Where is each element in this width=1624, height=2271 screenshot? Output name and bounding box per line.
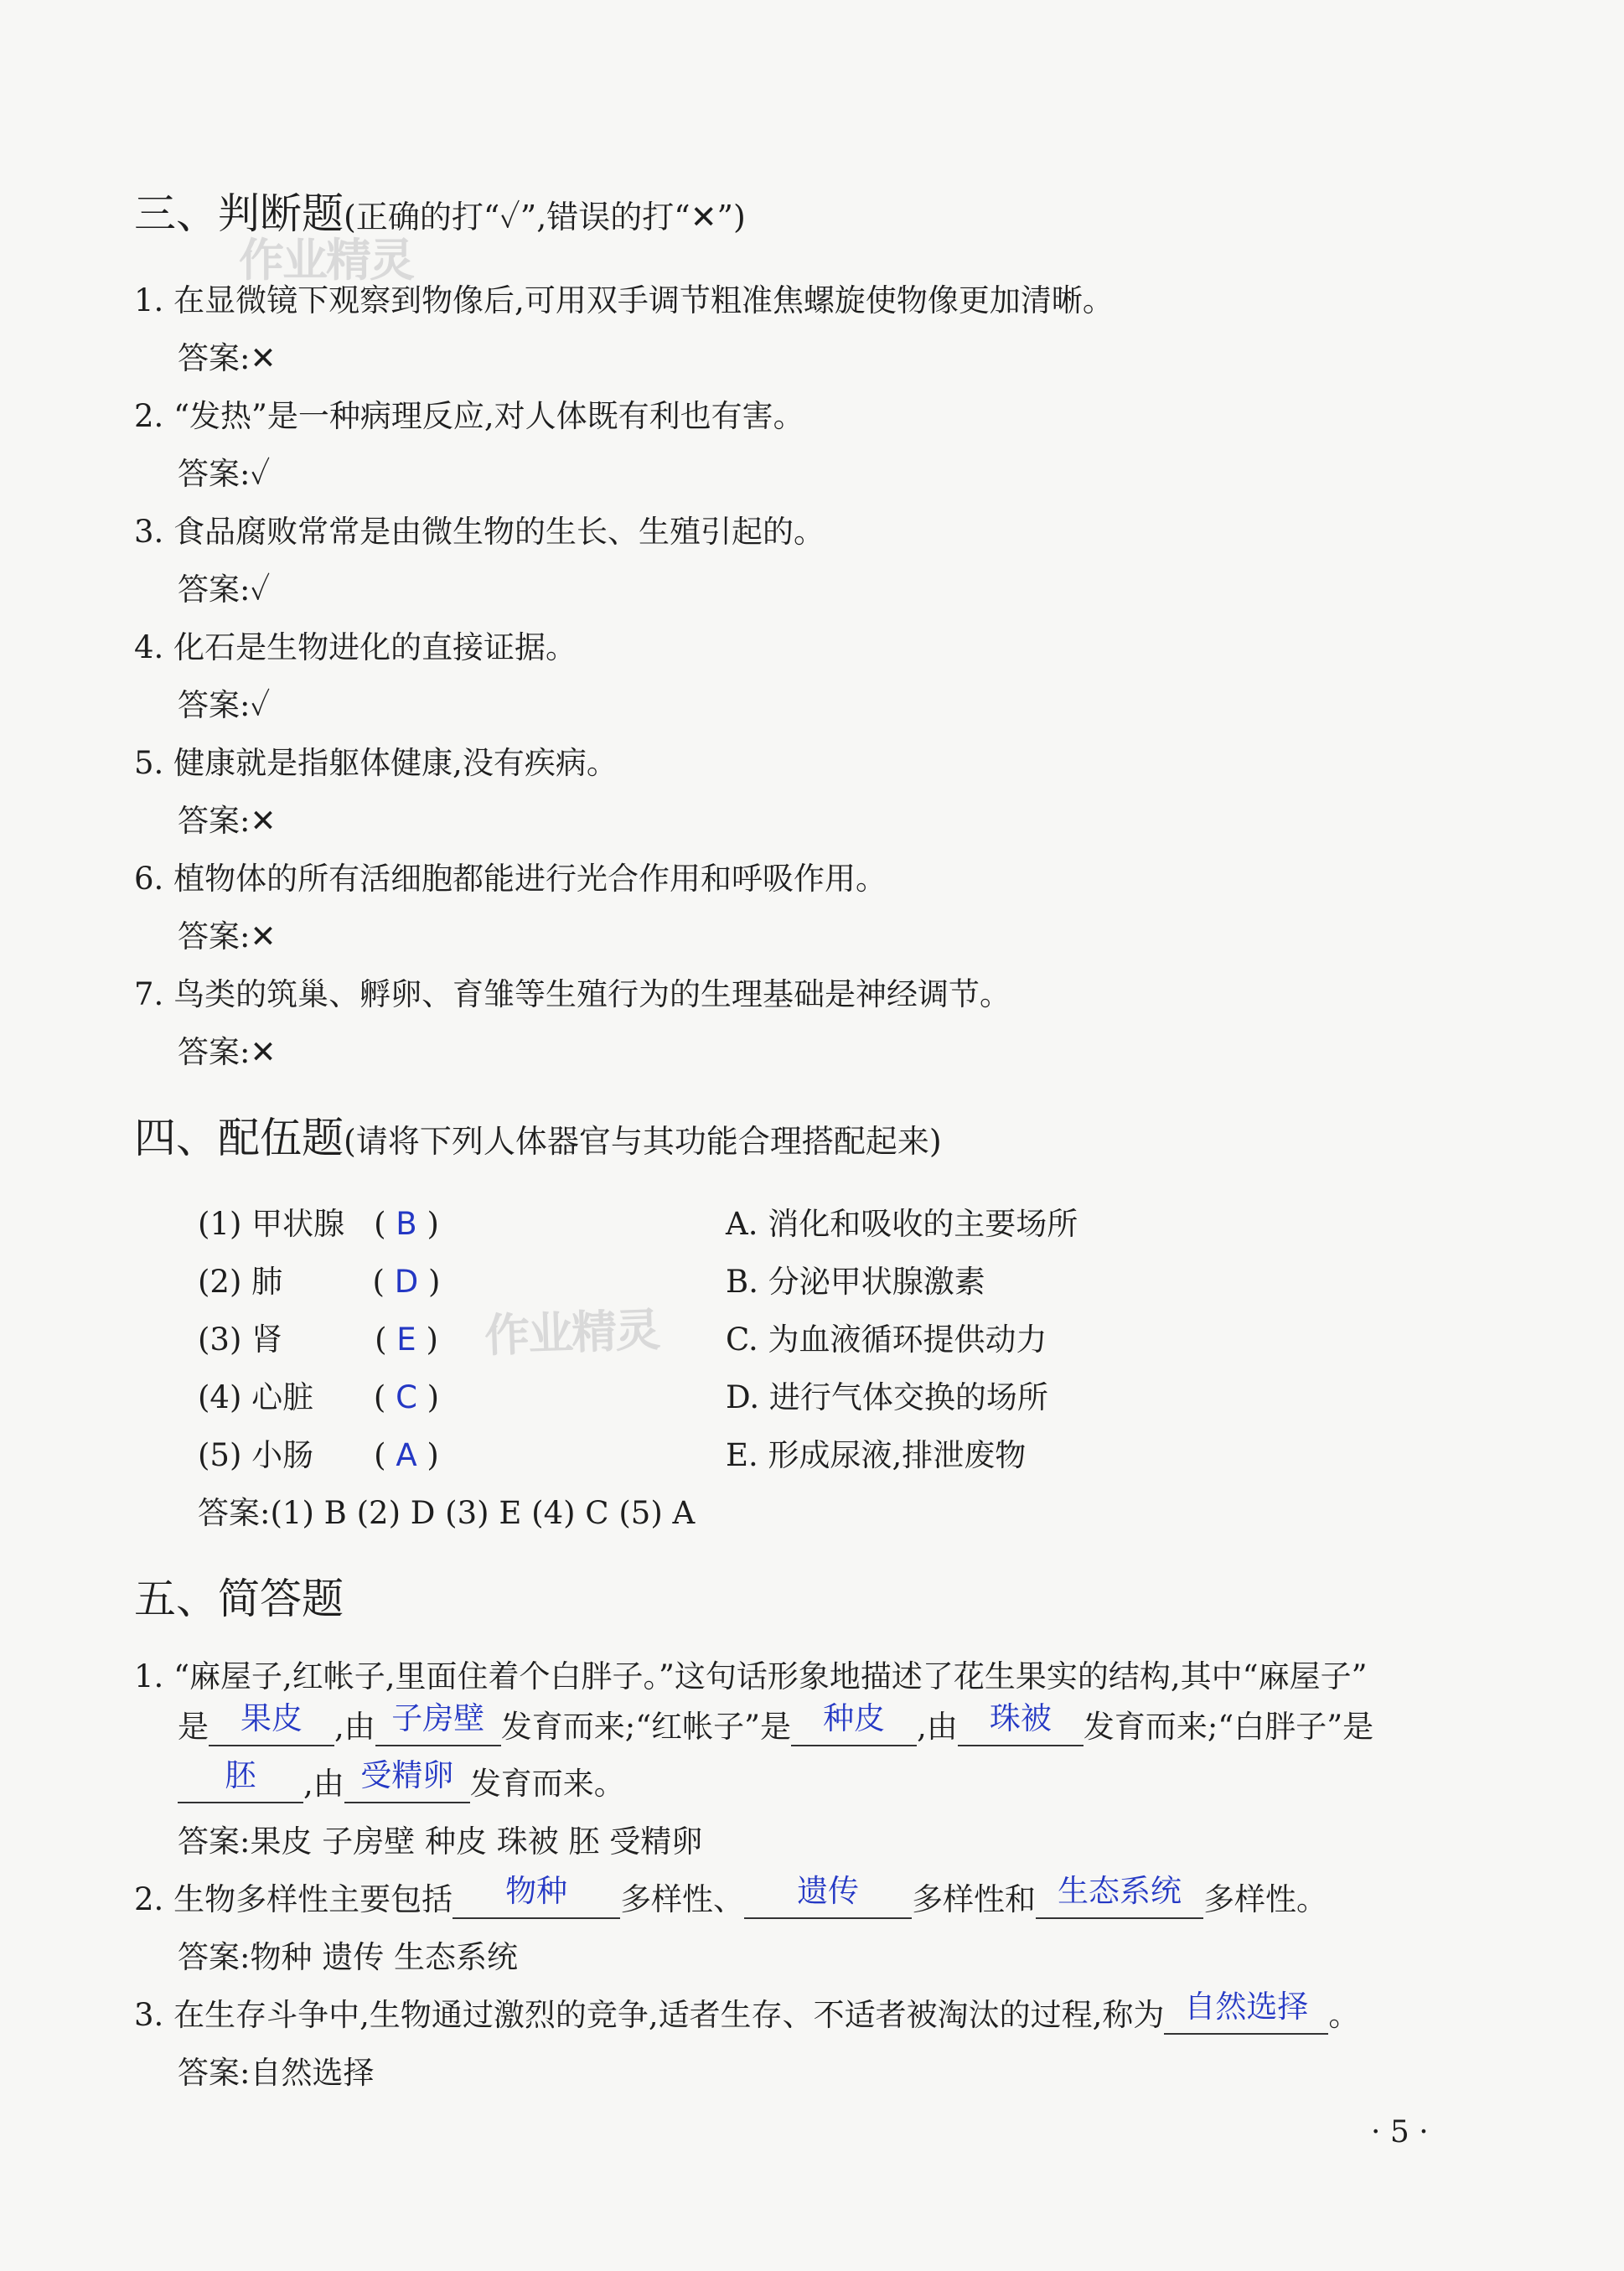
section-3-note: (正确的打“✓”,错误的打“✕”) bbox=[344, 199, 746, 235]
fill-blank bbox=[344, 1757, 470, 1803]
text: 是 bbox=[178, 1709, 209, 1745]
short-answer-1-answer: 答案:果皮 子房壁 种皮 珠被 胚 受精卵 bbox=[178, 1824, 703, 1860]
handwritten-answer: 子房壁 bbox=[391, 1700, 485, 1736]
organ-item-2: (2) 肺 ( D ) bbox=[198, 1256, 451, 1301]
handwritten-answer: B bbox=[396, 1206, 417, 1242]
organ-item-4: (4) 心脏 ( C ) bbox=[198, 1372, 451, 1417]
short-answer-1-line-2 bbox=[178, 1701, 1373, 1746]
text: 发育而来;“红帐子”是 bbox=[500, 1709, 792, 1745]
judgment-answer-2: 答案:✓ bbox=[178, 456, 271, 492]
handwritten-answer: 受精卵 bbox=[360, 1757, 454, 1793]
judgment-question-7: 7. 鸟类的筑巢、孵卵、育雏等生殖行为的生理基础是神经调节。 bbox=[134, 976, 1011, 1012]
section-3-heading bbox=[134, 180, 746, 241]
handwritten-answer: E bbox=[396, 1322, 416, 1358]
fill-blank bbox=[1036, 1873, 1203, 1919]
organ-label: (1) 甲状腺 bbox=[198, 1206, 345, 1242]
section-4-title: 四、配伍题 bbox=[134, 1114, 344, 1162]
organ-label: (2) 肺 bbox=[198, 1264, 283, 1300]
organ-item-5: (5) 小肠 ( A ) bbox=[198, 1430, 451, 1475]
judgment-question-1: 1. 在显微镜下观察到物像后,可用双手调节粗准焦螺旋使物像更加清晰。 bbox=[134, 282, 1114, 318]
organ-item-3: (3) 肾 ( E ) bbox=[198, 1314, 451, 1359]
handwritten-answer: C bbox=[396, 1379, 417, 1415]
text: 发育而来;“白胖子”是 bbox=[1083, 1709, 1374, 1745]
text: 。 bbox=[1328, 1997, 1360, 2033]
section-3-title: 三、判断题 bbox=[134, 189, 344, 238]
fill-blank bbox=[1164, 1989, 1328, 2035]
function-item-d: D. 进行气体交换的场所 bbox=[726, 1379, 1048, 1415]
short-answer-1-line-1: 1. “麻屋子,红帐子,里面住着个白胖子。”这句话形象地描述了花生果实的结构,其中“麻屋子” bbox=[134, 1658, 1368, 1694]
organ-label: (5) 小肠 bbox=[198, 1437, 314, 1473]
judgment-answer-3: 答案:✓ bbox=[178, 572, 271, 608]
watermark: 作业精灵 bbox=[239, 234, 413, 287]
judgment-question-4: 4. 化石是生物进化的直接证据。 bbox=[134, 629, 577, 665]
function-item-a: A. 消化和吸收的主要场所 bbox=[726, 1206, 1078, 1242]
fill-blank bbox=[375, 1700, 501, 1746]
watermark: 作业精灵 bbox=[484, 1303, 660, 1363]
organ-label: (4) 心脏 bbox=[198, 1379, 314, 1415]
handwritten-answer: 果皮 bbox=[240, 1700, 303, 1736]
judgment-answer-1: 答案:✕ bbox=[178, 340, 277, 376]
organ-label: (3) 肾 bbox=[198, 1322, 283, 1358]
text: ,由 bbox=[334, 1709, 375, 1745]
section-5-heading bbox=[134, 1565, 344, 1626]
section-5-title: 五、简答题 bbox=[134, 1575, 344, 1623]
judgment-answer-7: 答案:✕ bbox=[178, 1034, 277, 1070]
judgment-question-3: 3. 食品腐败常常是由微生物的生长、生殖引起的。 bbox=[134, 514, 825, 550]
short-answer-2-answer: 答案:物种 遗传 生态系统 bbox=[178, 1939, 518, 1975]
organ-item-1: (1) 甲状腺 ( B ) bbox=[198, 1198, 451, 1244]
short-answer-3-answer: 答案:自然选择 bbox=[178, 2055, 375, 2091]
handwritten-answer: 种皮 bbox=[823, 1700, 886, 1736]
handwritten-answer: D bbox=[394, 1264, 419, 1300]
short-answer-2 bbox=[134, 1874, 1327, 1919]
text: 发育而来。 bbox=[469, 1766, 625, 1802]
fill-blank bbox=[744, 1873, 912, 1919]
handwritten-answer: A bbox=[396, 1437, 417, 1473]
text: 3. 在生存斗争中,生物通过激烈的竞争,适者生存、不适者被淘汰的过程,称为 bbox=[134, 1997, 1165, 2033]
fill-blank bbox=[209, 1700, 334, 1746]
page-number: · 5 · bbox=[1371, 2115, 1429, 2149]
handwritten-answer: 胚 bbox=[225, 1757, 256, 1793]
handwritten-answer: 生态系统 bbox=[1058, 1873, 1182, 1909]
text: 2. 生物多样性主要包括 bbox=[134, 1881, 453, 1917]
function-item-c: C. 为血液循环提供动力 bbox=[726, 1322, 1047, 1358]
judgment-question-5: 5. 健康就是指躯体健康,没有疾病。 bbox=[134, 745, 618, 781]
text: 多样性。 bbox=[1203, 1881, 1328, 1917]
judgment-question-6: 6. 植物体的所有活细胞都能进行光合作用和呼吸作用。 bbox=[134, 861, 887, 897]
judgment-answer-4: 答案:✓ bbox=[178, 687, 271, 723]
text: 多样性、 bbox=[620, 1881, 745, 1917]
text: ,由 bbox=[303, 1766, 344, 1802]
handwritten-answer: 自然选择 bbox=[1184, 1989, 1309, 2025]
judgment-question-2: 2. “发热”是一种病理反应,对人体既有利也有害。 bbox=[134, 398, 804, 434]
function-item-b: B. 分泌甲状腺激素 bbox=[726, 1264, 985, 1300]
short-answer-1-line-3 bbox=[178, 1758, 625, 1803]
judgment-answer-5: 答案:✕ bbox=[178, 803, 277, 839]
handwritten-answer: 遗传 bbox=[797, 1873, 860, 1909]
fill-blank bbox=[178, 1757, 303, 1803]
matching-answer: 答案:(1) B (2) D (3) E (4) C (5) A bbox=[198, 1495, 696, 1531]
function-item-e: E. 形成尿液,排泄废物 bbox=[726, 1437, 1027, 1473]
fill-blank bbox=[791, 1700, 917, 1746]
fill-blank bbox=[453, 1873, 620, 1919]
handwritten-answer: 珠被 bbox=[989, 1700, 1052, 1736]
fill-blank bbox=[958, 1700, 1084, 1746]
text: ,由 bbox=[917, 1709, 958, 1745]
short-answer-3 bbox=[134, 1989, 1359, 2035]
section-4-heading bbox=[134, 1104, 942, 1165]
section-4-note: (请将下列人体器官与其功能合理搭配起来) bbox=[344, 1123, 942, 1160]
text: 多样性和 bbox=[912, 1881, 1037, 1917]
judgment-answer-6: 答案:✕ bbox=[178, 918, 277, 954]
handwritten-answer: 物种 bbox=[505, 1873, 568, 1909]
